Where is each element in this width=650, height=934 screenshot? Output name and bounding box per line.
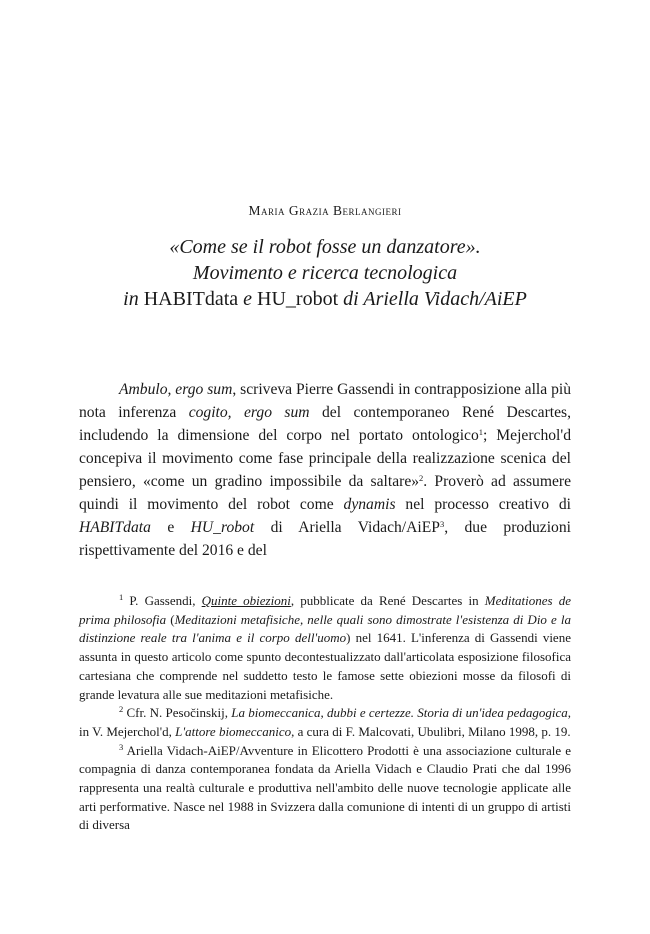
title-line-2: Movimento e ricerca tecnologica xyxy=(192,262,458,284)
text-span: , a cura di F. Malcovati, Ubulibri, Milano 1998, p. 19. xyxy=(291,723,571,739)
footnote-number: 1 xyxy=(119,592,124,602)
footnote-number: 3 xyxy=(119,741,124,752)
footnotes xyxy=(79,592,571,835)
footnote-number: 2 xyxy=(119,704,124,715)
title-work-habitdata: HABITdata xyxy=(143,288,239,310)
text-span: ) nel 1641. L'inferenza di Gassendi viene assunta in questo articolo come spunto decontestualizzato dall'articolata esposizione filosofica cartesiana che comprende nel suddetto testo le famose sette obiezioni mosse da filosofi di grande levatura alle sue meditazioni metafisiche. xyxy=(79,630,571,702)
text-span: Ariella Vidach-AiEP/Avventure in Elicottero Prodotti è una associazione culturale e compagnia di danza contemporanea fondata da Ariella Vidach e Claudio Prati che dal 1996 rappresenta una realtà culturale e produttiva nell'ambito delle nuove tecnologie applicate alle arti performative. Nasce nel 1988 in Svizzera dalla comunione di intenti di un gruppo di artisti di diversa xyxy=(79,742,571,833)
title-line-3 xyxy=(60,286,590,312)
text-span: Cfr. N. Pesočinskij, xyxy=(123,705,232,721)
article-title xyxy=(60,234,590,312)
title-work-hu-robot: HU_robot xyxy=(257,288,339,310)
paragraph xyxy=(79,378,571,562)
text-span: Ambulo, ergo sum xyxy=(119,381,233,398)
text-span: ; Mejerchol'd concepiva il movimento come fase principale della realizzazione scenica del pensiero, «come un gradino impossibile da saltare» xyxy=(79,427,571,490)
text-span: . Proverò ad assumere quindi il movimento del robot come xyxy=(79,473,572,513)
text-span: , in V. Mejerchol'd, xyxy=(79,705,571,739)
text-span: cogito, ergo sum xyxy=(188,404,310,421)
text-span: Meditationes de prima philosofia xyxy=(79,593,572,627)
text-span: Quinte obiezioni xyxy=(201,593,291,608)
text-span: , pubblicate da René Descartes in xyxy=(290,593,485,608)
text-span: di Ariella Vidach/AiEP xyxy=(254,519,440,536)
footnote-1 xyxy=(79,592,571,704)
title-word-e: e xyxy=(243,288,253,310)
footnote-ref-1[interactable]: 1 xyxy=(478,427,483,437)
text-span: ( xyxy=(166,611,175,627)
body-text xyxy=(79,378,571,562)
footnote-2 xyxy=(79,704,571,741)
footnote-ref-2[interactable]: 2 xyxy=(419,473,424,483)
text-span: nel processo creativo di xyxy=(395,496,571,513)
title-word-in: in xyxy=(123,288,139,310)
text-span: P. Gassendi, xyxy=(123,593,202,608)
title-company: di Ariella Vidach/AiEP xyxy=(343,288,527,310)
footnote-3 xyxy=(79,742,571,836)
text-span: HABITdata xyxy=(79,519,151,536)
title-line-1: «Come se il robot fosse un danzatore». xyxy=(169,236,481,258)
text-span: Meditazioni metafisiche, nelle quali sono dimostrate l'esistenza di Dio e la distinzione reale tra l'anima e il corpo dell'uomo xyxy=(79,611,571,646)
author-name: Maria Grazia Berlangieri xyxy=(248,203,402,218)
text-span: del contemporaneo René Descartes, includendo la dimensione del corpo nel portato ontologico xyxy=(79,404,571,444)
text-span: La biomeccanica, dubbi e certezze. Storia di un'idea pedagogica xyxy=(231,705,568,721)
text-span: e xyxy=(150,519,191,536)
footnote-ref-3[interactable]: 3 xyxy=(439,519,445,529)
text-span: dynamis xyxy=(343,496,396,513)
text-span: HU_robot xyxy=(190,519,255,536)
text-span: L'attore biomeccanico xyxy=(175,723,292,739)
text-span: , scriveva Pierre Gassendi in contrapposizione alla più nota inferenza xyxy=(79,381,571,421)
text-span: , due produzioni rispettivamente del 2016 e del xyxy=(79,519,571,559)
